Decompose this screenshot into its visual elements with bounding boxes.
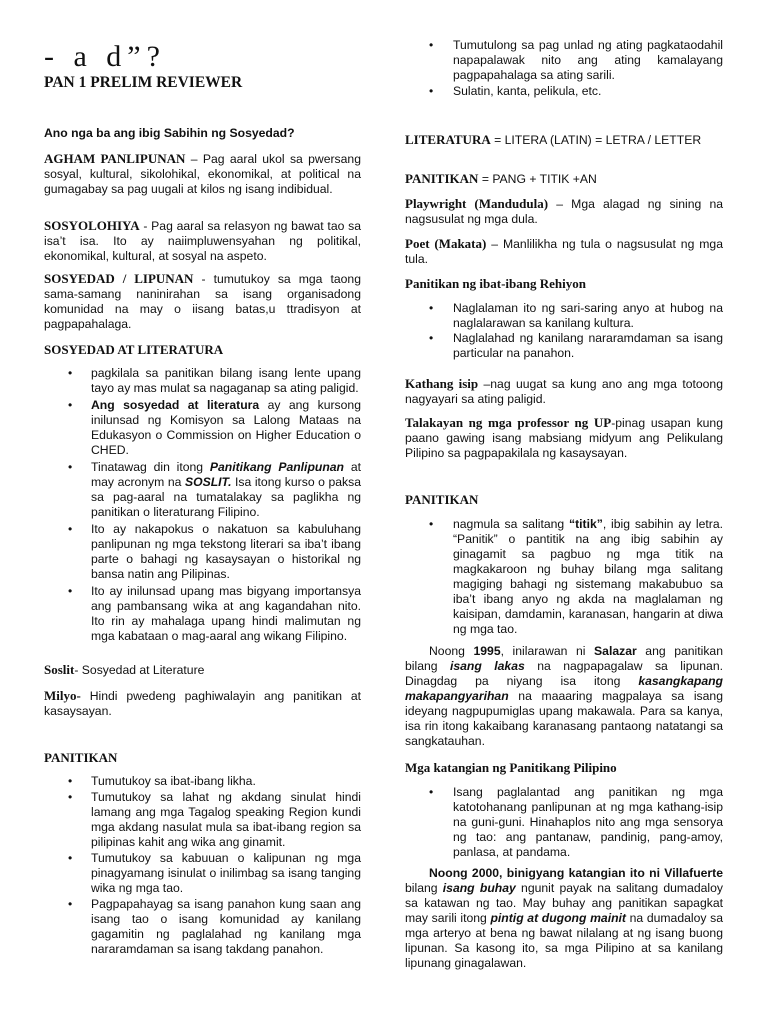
- list-item: • Ito ay inilunsad upang mas bigyang importansya ang pambansang wika at ang kagandahan nito. Ito rin ay mahalaga upang hindi malimutan ng mga kabataan o mag-aaral ang wikang Filipino.: [44, 584, 361, 644]
- literatura-definition: LITERATURA = LITERA (LATIN) = LETRA / LETTER: [405, 132, 702, 147]
- playwright-definition: Playwright (Mandudula) – Mga alagad ng sining na nagsusulat ng mga dula.: [405, 196, 724, 226]
- list-item: • Tumutulong sa pag unlad ng ating pagkataodahil napapalawak nito ang ating kamalayang pagpapahalaga sa ating sarili.: [405, 38, 723, 83]
- panitikan-heading-2: PANITIKAN: [405, 492, 479, 507]
- panitikan-formula: PANITIKAN = PANG + TITIK +AN: [405, 171, 597, 186]
- sosyedad-literatura-list: [44, 366, 361, 644]
- panitikan-list: [44, 774, 361, 957]
- list-item: • Pagpapahayag sa isang panahon kung saan ang isang tao o isang komunidad ay kanilang gagamitin ng paglalahad ng kanilang mga nararamdaman sa isang takdang panahon.: [44, 897, 361, 957]
- poet-definition: Poet (Makata) – Manlilikha ng tula o nagsusulat ng mga tula.: [405, 236, 723, 266]
- rehiyon-heading: Panitikan ng ibat-ibang Rehiyon: [405, 276, 586, 291]
- soslit-definition: Soslit- Sosyedad at Literature: [44, 662, 205, 677]
- sosyedad-text: - tumutukoy sa mga taong sama-samang naninirahan sa isang organisadong komunidad na may o iisang batas,u ttradisyon at pagpapahalaga.: [44, 272, 361, 331]
- list-item: • Tumutukoy sa lahat ng akdang sinulat hindi lamang ang mga Tagalog speaking Region kundi mga akdang nasulat mula sa ibat-ibang region sa pilipinas kahit ang wika ang ginamit.: [44, 790, 361, 850]
- agham-term: AGHAM PANLIPUNAN: [44, 151, 186, 166]
- katangian-heading: Mga katangian ng Panitikang Pilipino: [405, 760, 617, 775]
- question-heading: Ano nga ba ang ibig Sabihin ng Sosyedad?: [44, 126, 295, 140]
- sosyolohiya-term: SOSYOLOHIYA: [44, 218, 140, 233]
- rehiyon-list: [405, 301, 723, 361]
- list-item: • Naglalaman ito ng sari-saring anyo at hubog na naglalarawan sa kanilang kultura.: [405, 301, 723, 331]
- noong-2000-paragraph: Noong 2000, binigyang katangian ito ni Villafuerte bilang isang buhay ngunit payak na salitang dumadaloy sa katawan ng tao. May buhay ang panitikan sapagkat may sarili itong pintig at dugong mainit na dumadaloy sa mga arteryo at bena ng bawat nilalang at ng isang buong lipunan. Sa kasong ito, sa mga Pilipino at sa kanilang lipunang ginagalawan.: [405, 866, 723, 970]
- noong-1995-paragraph: Noong 1995, inilarawan ni Salazar ang panitikan bilang isang lakas na nagpapagalaw sa lipunan. Dinagdag pa niyang isa itong kasangkapang makapangyarihan na maaaring magpalaya sa isang ideyang nagpupumiglas upang makawala. Para sa kanya, isa rin itong kakaibang karanasang pantaong natatangi sa sangkatauhan.: [405, 644, 723, 748]
- list-item: • Isang paglalantad ang panitikan ng mga katotohanang panlipunan at ng mga kathang-isip na guni-guni. Hinahaplos nito ang mga sensorya ng tao: ang pantanaw, pandinig, pang-amoy, panlasa, at pandama.: [405, 785, 723, 860]
- talakayan-definition: Talakayan ng mga professor ng UP-pinag usapan kung paano gawing isang mabsiang midyum ang Pelikulang Pilipino sa pagpapakilala ng kasaysayan.: [405, 415, 723, 460]
- panitikan-heading: PANITIKAN: [44, 750, 118, 765]
- agham-text: – Pag aaral ukol sa pwersang sosyal, kultural, sikolohikal, ekonomikal, at political na gumagabay sa pag uugali at kilos ng isang indibidual.: [44, 152, 361, 196]
- document-mark: - a d”?: [44, 40, 166, 73]
- milyo-definition: Milyo- Hindi pwedeng paghiwalayin ang panitikan at kasaysayan.: [44, 688, 361, 718]
- list-item: • Tumutukoy sa ibat-ibang likha.: [44, 774, 361, 789]
- sosyolohiya-definition: [44, 218, 361, 264]
- list-item: • Ang sosyedad at literatura ay ang kursong inilunsad ng Komisyon sa Lalong Mataas na Edukasyon o Commission on Higher Education o CHED.: [44, 398, 361, 458]
- list-item: • Naglalahad ng kanilang nararamdaman sa isang particular na panahon.: [405, 331, 723, 361]
- kathang-isip-definition: Kathang isip –nag uugat sa kung ano ang mga totoong nagyayari sa ating paligid.: [405, 376, 723, 406]
- document-title: PAN 1 PRELIM REVIEWER: [44, 74, 243, 91]
- sosyedad-definition: [44, 271, 361, 332]
- list-item: • pagkilala sa panitikan bilang isang lente upang tayo ay mas mulat sa nagaganap sa ating paligid.: [44, 366, 361, 396]
- list-item: • Sulatin, kanta, pelikula, etc.: [405, 84, 723, 99]
- panitikan-origin-list: [405, 517, 723, 637]
- list-item: • nagmula sa salitang “titik”, ibig sabihin ay letra. “Panitik” o pantitik na ang ibig sabihin ay ginagamit sa pagbuo ng mga titik na magkakaroon ng buhay bilang mga salitang magiging bahagi ng sistemang makabubuo sa iba’t ibang anyo ng akda na maglalaman ng kaisipan, damdamin, karanasan, hangarin at diwa ng mga tao.: [405, 517, 723, 637]
- continued-list: [405, 38, 723, 99]
- sosyolohiya-text: - Pag aaral sa relasyon ng bawat tao sa isa’t isa. Ito ay naiimpluwensyahan ng politikal, ekonomikal, kultural, at sosyal na aspeto.: [44, 219, 361, 263]
- katangian-list: [405, 785, 723, 860]
- list-item: • Ito ay nakapokus o nakatuon sa kabuluhang panlipunan ng mga tekstong literari sa iba’t ibang parte o bahagi ng kasaysayan o historikal ng bansa natin ang Pilipinas.: [44, 522, 361, 582]
- list-item: • Tumutukoy sa kabuuan o kalipunan ng mga pinagyamang isinulat o inilimbag sa isang tanging wika ng mga tao.: [44, 851, 361, 896]
- agham-panlipunan-definition: [44, 151, 361, 197]
- list-item: • Tinatawag din itong Panitikang Panlipunan at may acronym na SOSLIT. Isa itong kurso o paksa sa pag-aaral na tumatalakay sa paglikha ng panitikan o literaturang Filipino.: [44, 460, 361, 520]
- sosyedad-literatura-heading: SOSYEDAD AT LITERATURA: [44, 342, 224, 357]
- sosyedad-term: SOSYEDAD / LIPUNAN: [44, 271, 194, 286]
